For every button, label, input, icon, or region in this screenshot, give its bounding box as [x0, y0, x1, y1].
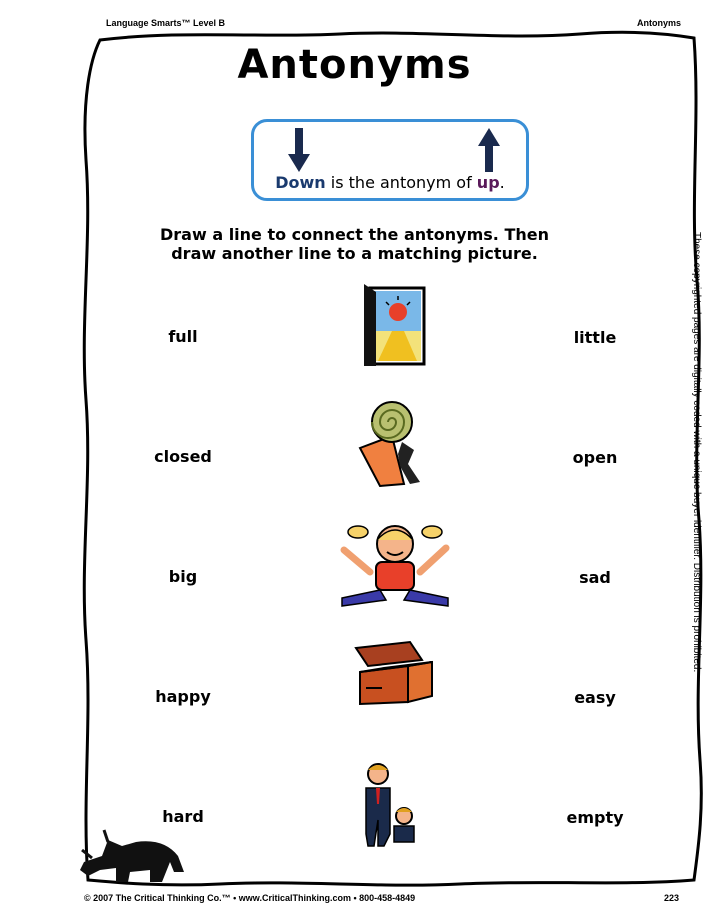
big-and-little-men-icon	[360, 760, 424, 848]
happy-girl-icon	[336, 520, 454, 608]
up-arrow-icon	[478, 128, 500, 172]
left-word-happy: happy	[155, 687, 211, 706]
example-word-down: Down	[275, 173, 326, 192]
right-word-open: open	[572, 448, 618, 467]
right-word-easy: easy	[574, 688, 616, 707]
example-end: .	[499, 173, 505, 192]
instructions	[0, 225, 709, 263]
right-word-empty: empty	[566, 808, 624, 827]
down-arrow-icon	[288, 128, 310, 172]
right-word-sad: sad	[579, 568, 611, 587]
copyright-notice: These copyrighted pages are digitally coded with a unique buyer identifier. Distribution is prohibited.	[691, 232, 702, 673]
example-sentence	[254, 173, 526, 192]
page-title: Antonyms	[237, 42, 472, 88]
left-word-full: full	[168, 327, 198, 346]
instructions-line-2: draw another line to a matching picture.	[171, 244, 538, 263]
example-word-up: up	[476, 173, 500, 192]
page-number: 223	[663, 893, 679, 903]
left-word-hard: hard	[162, 807, 204, 826]
left-word-big: big	[168, 567, 198, 586]
example-box	[251, 119, 529, 201]
open-box-icon	[352, 640, 438, 706]
instructions-line-1: Draw a line to connect the antonyms. Then	[160, 225, 549, 244]
triceratops-icon	[78, 822, 188, 884]
header-right: Antonyms	[636, 18, 681, 28]
header-left: Language Smarts™ Level B	[106, 18, 226, 28]
right-word-little: little	[573, 328, 617, 347]
rolling-boulder-icon	[358, 398, 428, 488]
example-middle: is the antonym of	[325, 173, 477, 192]
left-word-closed: closed	[154, 447, 212, 466]
open-door-icon	[362, 282, 428, 368]
footer: © 2007 The Critical Thinking Co.™ • www.CriticalThinking.com • 800-458-4849	[84, 893, 416, 903]
